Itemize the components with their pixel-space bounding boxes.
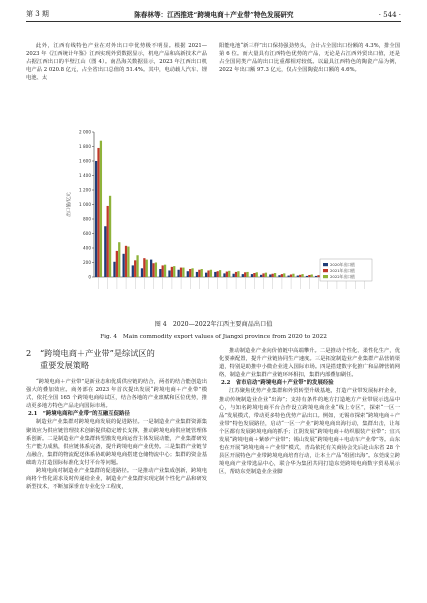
bar — [262, 273, 264, 277]
bar — [201, 269, 203, 277]
bar — [196, 272, 198, 277]
bar — [150, 260, 152, 277]
figure-4 — [60, 126, 375, 311]
bar — [136, 255, 138, 277]
bar-chart — [60, 126, 375, 311]
bar — [118, 242, 120, 277]
bar — [152, 263, 154, 277]
bar — [299, 275, 301, 277]
bar — [217, 271, 219, 277]
y-tick-label: 400 — [83, 245, 91, 251]
bar — [143, 258, 145, 277]
section-title-line1: “跨境电商＋产业带”是综试区的 — [40, 348, 155, 358]
bar — [253, 273, 255, 277]
bar — [315, 276, 317, 277]
bar — [278, 275, 280, 277]
sub-heading: 2.2 省市启动“跨境电商＋产业带”的发展经验 — [221, 380, 334, 387]
top-right-column — [219, 42, 400, 74]
bar — [242, 274, 244, 277]
bar — [189, 269, 191, 277]
y-tick-label: 1 800 — [79, 144, 91, 150]
bar — [164, 265, 166, 277]
legend-swatch — [323, 275, 328, 278]
bar — [155, 263, 157, 278]
y-tick-label: 1 200 — [79, 187, 91, 193]
bottom-left-column — [26, 378, 207, 491]
legend-label: 2021年出口值 — [330, 268, 355, 273]
bar — [180, 268, 182, 277]
bottom-right-column — [219, 347, 400, 477]
legend-label: 2020年出口值 — [330, 262, 355, 267]
paragraph: 推动制造业产业向价值链中高端攀升。二是推动个性化、柔性化生产，优化要素配置，提升产业链协同生产速度。三是拓宽制造业产业集群产品营销渠道，特别是助推中小微企业进入国际市场。四是搭建数字化推广和品牌营销网络，制造业产业集群产业链环环相扣，集群内部叠加刷任。 — [219, 348, 400, 379]
bar — [251, 274, 253, 277]
top-left-column — [26, 42, 207, 82]
bar — [100, 141, 102, 277]
bar — [109, 196, 111, 277]
bar — [219, 270, 221, 277]
paragraph: 制造业产业集群对跨境电商发展的促进路径。一是制造业产业集群资源集聚效应为供应链管理技术创新提供稳定增长支撑，推动跨境电商供应链管理体系创新。二是制造业产业集群转型激发电商运营主体发展动能，产业集群研发生产能力成熟，供应链体系完备，提升跨境电商产业优势。三是集群产业链节点融合，集群的物流配送体系协助跨境电商搭建仓储物流中心；集群的资金基础助力打造国际标准化支付平台等问题。 — [26, 419, 207, 466]
bar — [162, 265, 164, 277]
y-tick-label: 2 000 — [79, 129, 91, 135]
y-tick-label: 1 600 — [79, 158, 91, 164]
bar — [297, 276, 299, 277]
bar — [104, 226, 106, 277]
sub-heading: 2.1 “跨境电商和产业带”的互融互促路径 — [28, 411, 130, 418]
bar — [214, 272, 216, 277]
figure-caption-cn: 图 4 2020—2022年江西主要商品出口值 — [154, 321, 273, 328]
bar — [283, 273, 285, 277]
bar — [191, 268, 193, 277]
bar — [311, 274, 313, 277]
figure-caption-en: Fig. 4 Main commodity export values of Jiangxi province from 2020 to 2022 — [100, 334, 327, 340]
bar — [205, 273, 207, 277]
bar — [116, 251, 118, 277]
y-tick-label: 200 — [83, 260, 91, 266]
bar — [237, 271, 239, 277]
bar — [256, 272, 258, 277]
bar — [95, 161, 97, 277]
bar — [317, 275, 319, 277]
bar — [226, 272, 228, 277]
bar — [113, 262, 115, 277]
bar — [301, 274, 303, 277]
y-tick-label: 1 400 — [79, 173, 91, 179]
bar — [244, 272, 246, 277]
bar — [123, 254, 125, 277]
y-tick-label: 600 — [83, 231, 91, 237]
bar — [308, 275, 310, 277]
bar — [171, 267, 173, 277]
paragraph: 此外，江西有线特色产业在对外出口中优势极不明显。根据 2021—2023 年《江西统计年鉴》江西实现外贸数据显示，机电产品和高新技术产品占据江西出口的半壁江山（图 4）。南昌海关数据显示，2023 年江西出口机电产品 2 020.8 亿元，占全省出口总值的 51.4%。其中，电动载人汽车、锂电池、太 — [26, 43, 207, 82]
running-title: 陈春林等：江西推进“跨境电商＋产业带”特色发展研究 — [134, 11, 294, 19]
bar — [107, 206, 109, 277]
bar — [187, 271, 189, 277]
bar — [159, 269, 161, 277]
bar — [269, 274, 271, 277]
paragraph: “跨境电商＋产业带”是新业态和优质供应链的结合，两者的结合能创造出强大的叠加效应。商务部在 2023 年首次提出发展“跨境电商＋产业带”模式，依托全国 165 个跨境电商综试区，结合各地的产业禀赋和区位优势，推动更多地方特色产品走向国际市场。 — [26, 379, 207, 410]
section-2-title — [26, 347, 207, 371]
bar — [288, 276, 290, 277]
bar — [134, 260, 136, 277]
bar — [168, 270, 170, 277]
bar — [132, 265, 134, 277]
y-tick-label: 0 — [88, 274, 91, 280]
bar — [223, 273, 225, 277]
bar — [228, 271, 230, 277]
legend-label: 2022年出口值 — [330, 274, 355, 279]
bar — [265, 273, 267, 277]
issue-number: 第 3 期 — [26, 10, 49, 18]
bar — [281, 274, 283, 277]
legend-swatch — [323, 269, 328, 272]
section-number: 2 — [26, 348, 32, 358]
bar — [207, 270, 209, 277]
bar — [173, 266, 175, 277]
y-tick-label: 1 000 — [79, 202, 91, 208]
paragraph: 江苏聚焦优势产业集群和外贸转型升级基地，打造产业带发展标杆企业，推动传统制造业企业“出海”；支持有条件的地方打造地方产业带展示选品中心，与知名跨境电商平台合作设立跨境电商企业“线上专区”，探索“一区一品”发展模式，带动更多特色优势产品出口。例如，无锡市探索“跨境电商＋产业带”特色发展路径，启动“一区一产业”跨境电商出海行动，集群出击，让每个区都有发展跨境电商的抓手；江阴发展“跨境电商＋纺织服装产业带”；宜兴发展“跨境电商＋紫砂产业带”；锡山发展“跨境电商＋电动车产业带”等。山东也在开展“跨境电商＋产业带”模式，青岛依托有关商协会先后赴山东省 28 个县区开展特色产业带跨境电商培育行动，让本土产品“组团出海”。东莞成立跨境电商产业带选品中心，联合华为集团共同打造东莞跨境电商数字贸易展示区，帮助东莞制造业企业脚 — [219, 388, 400, 476]
bar — [272, 274, 274, 277]
bar — [178, 270, 180, 277]
bar — [306, 276, 308, 277]
bar — [260, 275, 262, 277]
y-tick-label: 800 — [83, 216, 91, 222]
bar — [235, 272, 237, 277]
legend-swatch — [323, 263, 328, 266]
bar — [127, 247, 129, 277]
bar — [141, 268, 143, 277]
bar — [274, 273, 276, 277]
bar — [182, 268, 184, 277]
y-axis-label: 出口值/亿元 — [67, 192, 72, 217]
paragraph: 阳能电池“新三样”出口保持强劲势头，合计占全国出口份额的 4.3%，排全国第 6 位。而大量具有江西特色优势的产品，无论是占江西外贸出口值，还是占全国同类产品的出口比重都相对较低。以最具江西特色的陶瓷产品为例，2022 年出口额 97.3 亿元，仅占全国陶瓷出口额的 4.6%。 — [219, 43, 400, 74]
bar — [97, 148, 99, 277]
section-title-line2: 重要发展策略 — [40, 360, 90, 370]
bar — [233, 274, 235, 277]
page-header — [26, 8, 401, 22]
bar — [125, 246, 127, 277]
paragraph: 跨境电商对制造业产业集群的促进路径。一是推动产业集成创新，跨境电商将个性化需求及时传递给企业，制造业产业集群实现定制个性化产品和研发新型技术，不断加深垂直专业化分工程度， — [26, 468, 207, 491]
bar — [246, 272, 248, 277]
bar — [292, 274, 294, 277]
bar — [198, 270, 200, 277]
bar — [146, 260, 148, 277]
bar — [290, 274, 292, 277]
bar — [210, 270, 212, 277]
page-number: · 544 · — [378, 11, 401, 19]
